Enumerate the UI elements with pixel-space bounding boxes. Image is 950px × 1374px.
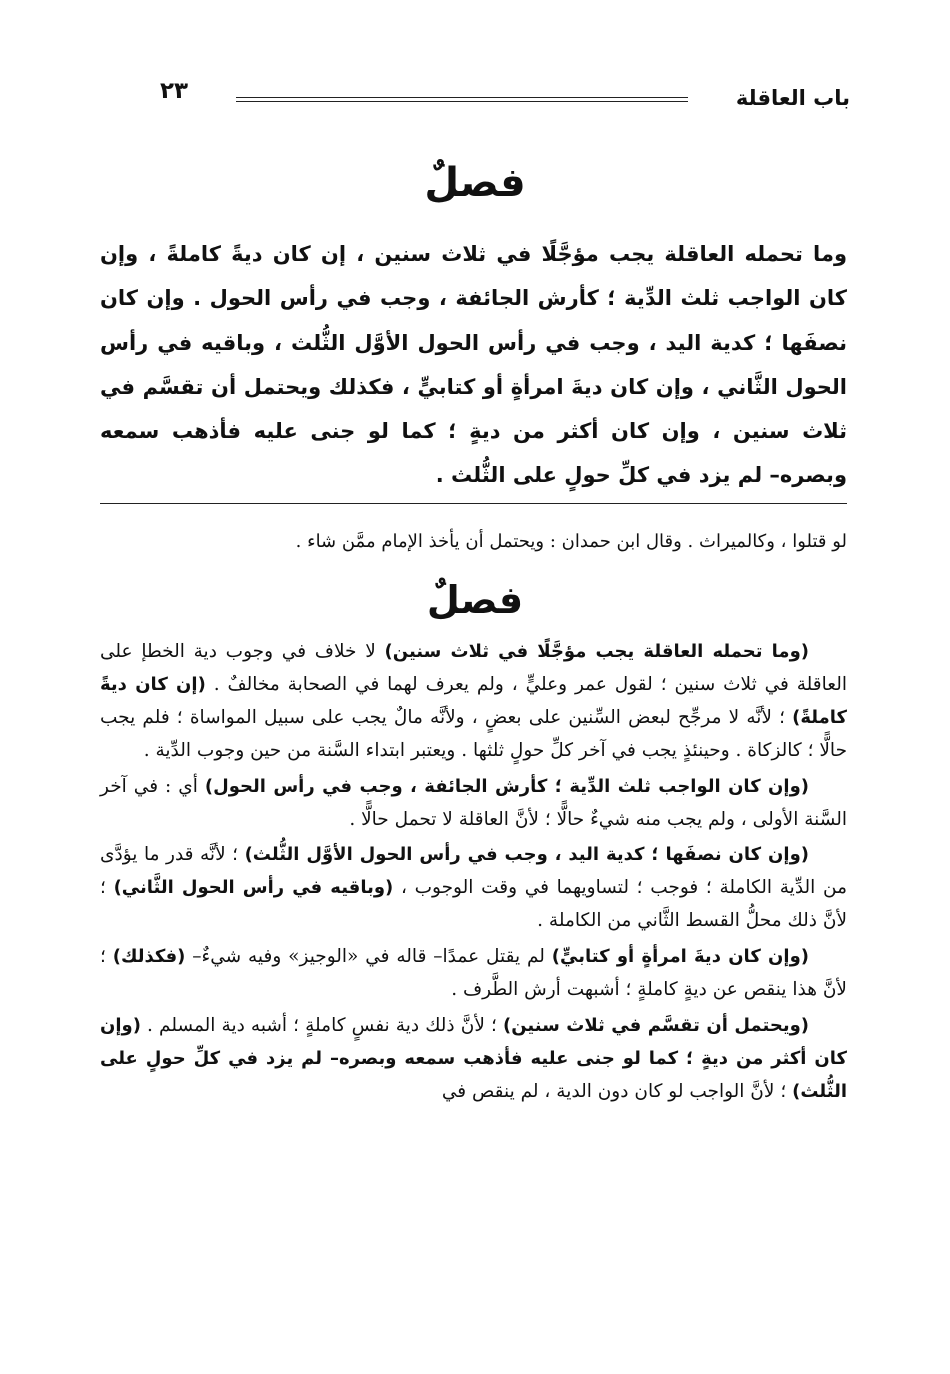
commentary-text: ؛ لأنَّ هذا ينقص عن ديةٍ كاملةٍ ؛ أشبهت أرش الطَّرف . bbox=[100, 946, 847, 1001]
commentary-text: ؛ لأنَّ الواجب لو كان دون الدية ، لم ينقص في bbox=[441, 1080, 793, 1102]
commentary-text: لا خلاف في وجوب دية الخطإ على العاقلة في ثلاث سنين ؛ لقول عمر وعليٍّ ، ولم يعرف لهما في الصحابة مخالفٌ . bbox=[100, 641, 847, 695]
commentary-text: ؛ لأنَّ ذلك دية نفسٍ كاملةٍ ؛ أشبه دية المسلم . bbox=[140, 1014, 503, 1036]
commentary-text: ؛ لأنَّ ذلك محلُّ القسط الثَّاني من الكاملة . bbox=[100, 877, 847, 932]
commentary-paragraph bbox=[100, 941, 847, 1007]
quoted-matn: (وما تحمله العاقلة يجب مؤجَّلًا في ثلاث سنين) bbox=[384, 641, 809, 662]
commentary-text: أي : في آخر السَّنة الأولى ، ولم يجب منه شيءٌ حالًّا ؛ لأنَّ العاقلة لا تحمل حالًّا . bbox=[100, 775, 847, 830]
commentary-text: لم يقتل عمدًا– قاله في «الوجيز» وفيه شيءٌ– bbox=[185, 946, 552, 968]
commentary-text: ؛ لأنَّه قدر ما يؤدَّى من الدِّية الكاملة ؛ فوجب ؛ لتساويهما في وقت الوجوب ، bbox=[100, 844, 847, 899]
matn-text: وما تحمله العاقلة يجب مؤجَّلًا في ثلاث سنين ، إن كان ديةً كاملةً ، وإن كان الواجب ثلث الدِّية ؛ كأرش الجائفة ، وجب في رأس الحول . وإن كان نصفَها ؛ كدية اليد ، وجب في رأس الحول الأوَّل الثُّلث ، وباقيه في رأس الحول الثَّاني ، وإن كان ديةَ امرأةٍ أو كتابيٍّ ، فكذلك ويحتمل أن تقسَّم في ثلاث سنين ، وإن كان أكثر من ديةٍ ؛ كما لو جنى عليه فأذهب سمعه وبصره– لم يزد في كلِّ حولٍ على الثُّلث . bbox=[100, 242, 847, 488]
quoted-matn: (فكذلك) bbox=[112, 946, 186, 968]
commentary-paragraph bbox=[100, 839, 847, 938]
section-heading-1: فصلٌ bbox=[424, 160, 526, 206]
commentary-paragraph bbox=[100, 636, 847, 768]
commentary-paragraph bbox=[100, 1010, 847, 1109]
commentary-paragraph bbox=[100, 771, 847, 837]
quoted-matn: (وإن كان الواجب ثلث الدِّية ؛ كأرش الجائفة ، وجب في رأس الحول) bbox=[204, 775, 809, 797]
page-number: ٢٣ bbox=[160, 78, 189, 104]
header-rule bbox=[236, 97, 688, 102]
matn-separator-rule bbox=[100, 503, 847, 504]
chapter-title: باب العاقلة bbox=[735, 86, 850, 110]
quoted-matn: (إن كان ديةً كاملةً) bbox=[100, 673, 847, 728]
quoted-matn: (وإن كان نصفَها ؛ كدية اليد ، وجب في رأس الحول الأوَّل الثُّلث) bbox=[244, 844, 809, 866]
quoted-matn: (وباقيه في رأس الحول الثَّاني) bbox=[113, 877, 394, 899]
running-header bbox=[140, 78, 850, 118]
section-heading-2: فصلٌ bbox=[426, 578, 524, 622]
quoted-matn: (وإن كان أكثر من ديةٍ ؛ كما لو جنى عليه فأذهب سمعه وبصره– لم يزد في كلِّ حولٍ على الثُّلث) bbox=[100, 1014, 847, 1102]
quoted-matn: (وإن كان ديةَ امرأةٍ أو كتابيٍّ) bbox=[551, 946, 809, 968]
commentary-text: ؛ لأنَّه لا مرجِّح لبعض السِّنين على بعضٍ ، ولأنَّه مالٌ يجب على سبيل المواساة ؛ فلم يجب حالًّا ؛ كالزكاة . وحينئذٍ يجب في آخر كلِّ حولٍ ثلثها . ويعتبر ابتداء السَّنة من حين وجوب الدِّية . bbox=[100, 706, 847, 761]
quoted-matn: (ويحتمل أن تقسَّم في ثلاث سنين) bbox=[502, 1014, 809, 1036]
footnote-line: لو قتلوا ، وكالميراث . وقال ابن حمدان : ويحتمل أن يأخذ الإمام ممَّن شاء . bbox=[295, 531, 847, 552]
commentary bbox=[100, 636, 847, 1112]
